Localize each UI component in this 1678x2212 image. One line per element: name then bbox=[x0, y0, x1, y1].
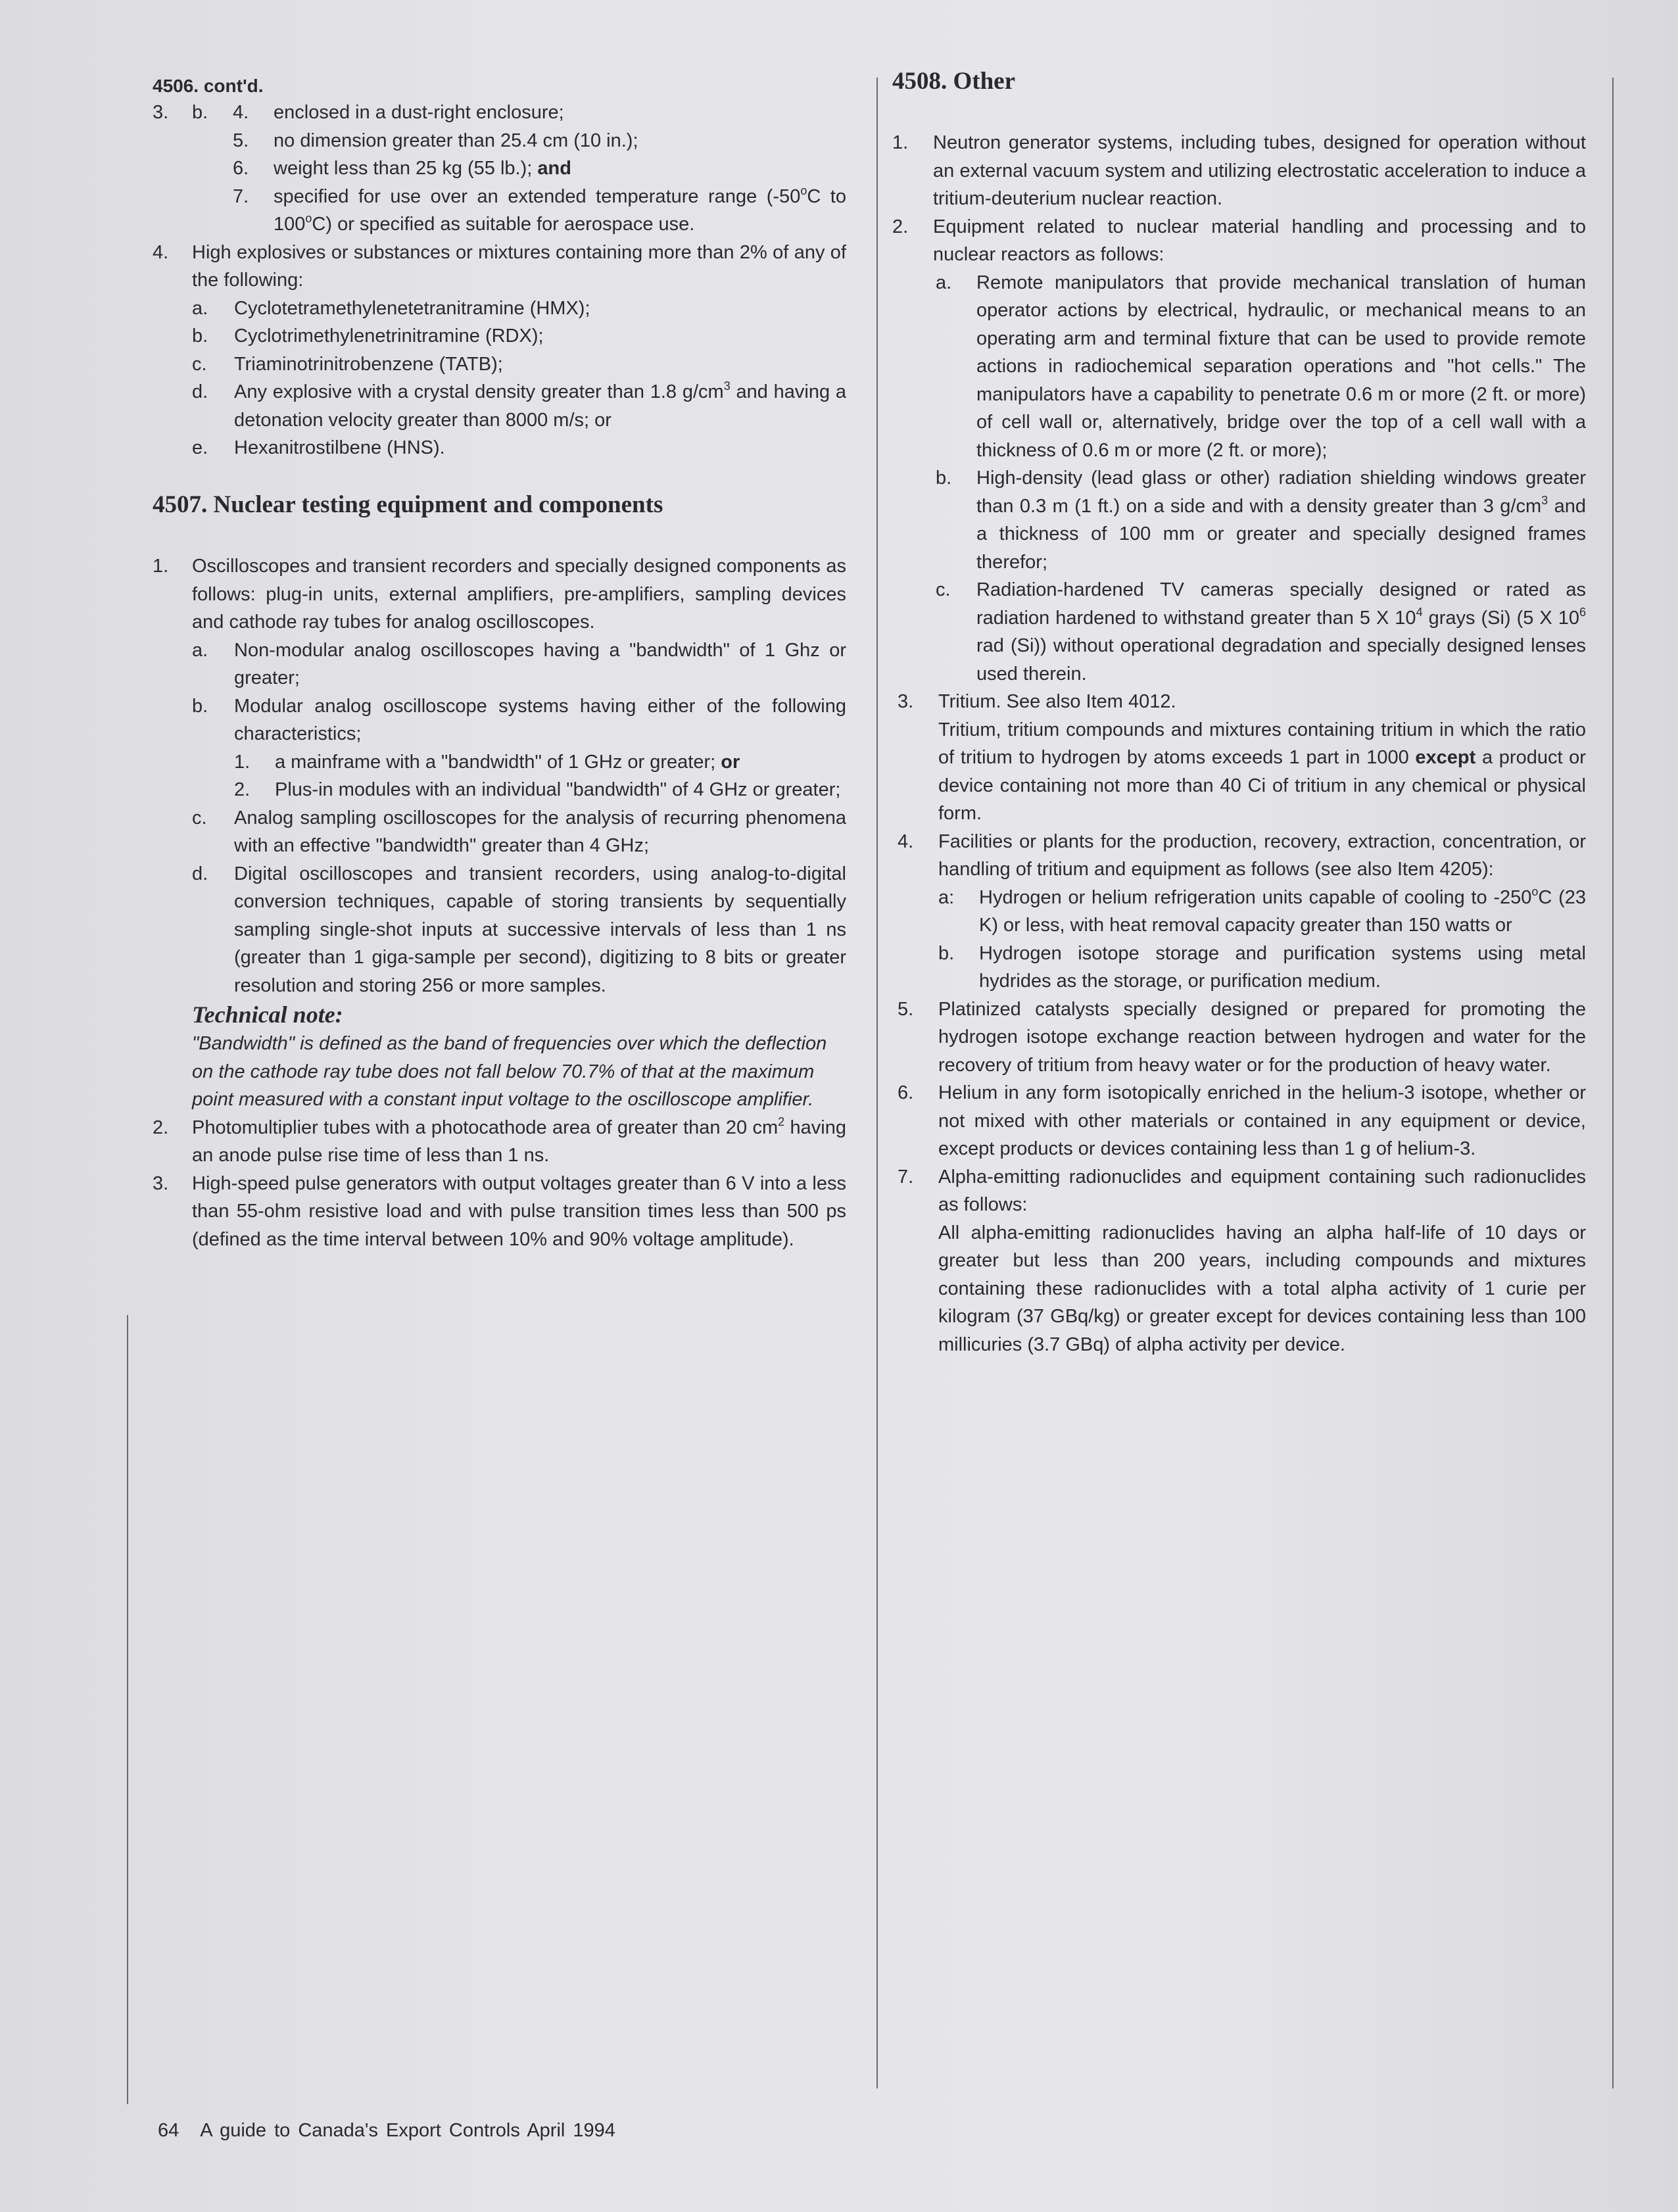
technical-note-title: Technical note: bbox=[192, 1001, 343, 1028]
list-text: High-density (lead glass or other) radiation shielding windows greater than 0.3 m (1 ft.) on a side and with a density greater than 3 g/cm bbox=[976, 468, 1586, 517]
oscilloscopes-sub-a bbox=[153, 637, 846, 692]
list-text: High-speed pulse generators with output voltages greater than 6 V into a less than 55-ohm resistive load and with pulse transition times less than 500 ps (defined as the time interval between 10% and 90% voltage amplitude). bbox=[192, 1172, 846, 1250]
list-text: Radiation-hardened TV cameras specially designed or rated as radiation hardened to withstand greater than 5 X 10 bbox=[976, 579, 1586, 629]
list-text: Tritium, tritium compounds and mixtures containing tritium in which the ratio of tritium to hydrogen by atoms exceeds 1 part in 1000 bbox=[938, 719, 1586, 768]
list-text: no dimension greater than 25.4 cm (10 in.); bbox=[274, 130, 638, 151]
list-marker: a. bbox=[936, 272, 952, 293]
bold-or: or bbox=[721, 751, 740, 773]
list-marker: 5. bbox=[233, 130, 249, 151]
list-text: specified for use over an extended temperature range (-50 bbox=[274, 185, 801, 207]
superscript: 3 bbox=[723, 379, 731, 393]
superscript: o bbox=[1531, 884, 1539, 898]
list-text: Helium in any form isotopically enriched in the helium-3 isotope, whether or not mixed with other materials or contained in any equipment or device, except products or devices containing less than 1 g of helium-3. bbox=[938, 1082, 1586, 1159]
list-text: Cyclotrimethylenetrinitramine (RDX); bbox=[234, 325, 544, 347]
list-marker: 4. bbox=[233, 102, 249, 123]
explosives-sub-c bbox=[153, 350, 846, 379]
oscilloscopes-sub-d bbox=[153, 860, 846, 1000]
list-marker: 6. bbox=[233, 158, 249, 179]
list-text: Hexanitrostilbene (HNS). bbox=[234, 437, 445, 458]
list-text: enclosed in a dust-right enclosure; bbox=[274, 102, 564, 123]
list-text: Digital oscilloscopes and transient recorders, using analog-to-digital conversion techniques, capable of storing transients by sequentially sampling single-shot inputs at successive intervals of less than 1 ns (greater than 1 giga-sample per second), digitizing to 8 bits or greater resolution and storing 256 or more samples. bbox=[234, 863, 846, 996]
list-marker: b. bbox=[192, 325, 208, 347]
list-text: All alpha-emitting radionuclides having an alpha half-life of 10 days or greater but less than 200 years, including compounds and mixtures containing these radionuclides with a total alpha activity of 1 curie per kilogram (37 GBq/kg) or greater except for devices containing less than 100 millicuries (3.7 GBq) of alpha activity per device. bbox=[938, 1222, 1586, 1355]
list-marker: 1. bbox=[234, 751, 251, 773]
list-marker: c. bbox=[936, 579, 951, 600]
section-4507-list bbox=[153, 552, 846, 1253]
section-title-4507: 4507. Nuclear testing equipment and components bbox=[153, 491, 663, 518]
oscilloscopes-sub-b-1 bbox=[153, 748, 846, 777]
list-marker: b. bbox=[192, 695, 208, 717]
cont-item-5 bbox=[153, 127, 846, 155]
section-4508-list bbox=[892, 129, 1586, 1358]
list-text: Cyclotetramethylenetetranitramine (HMX); bbox=[234, 297, 590, 319]
list-marker: c. bbox=[192, 807, 207, 829]
technical-note-text: "Bandwidth" is defined as the band of frequencies over which the deflection on the cathode ray tube does not fall below 70.7% of that at the maximum point measured with a constant input voltage to the oscilloscope amplifier. bbox=[192, 1033, 827, 1110]
list-text: Hydrogen or helium refrigeration units capable of cooling to -250 bbox=[979, 886, 1532, 908]
list-text: C (23 K) or less, with heat removal capacity greater than 150 watts or bbox=[979, 886, 1586, 936]
list-marker: 3. bbox=[153, 1172, 169, 1194]
explosives-sub-e bbox=[153, 434, 846, 462]
page-footer bbox=[158, 2119, 615, 2142]
superscript: 6 bbox=[1579, 605, 1586, 619]
list-marker: a. bbox=[192, 639, 208, 661]
right-margin-rule bbox=[1612, 78, 1614, 2088]
list-marker: d. bbox=[192, 381, 208, 402]
tritium-facilities-item bbox=[892, 828, 1586, 884]
list-text: Alpha-emitting radionuclides and equipment containing such radionuclides as follows: bbox=[938, 1166, 1586, 1215]
cont-list bbox=[153, 99, 846, 462]
platinized-catalysts-item bbox=[892, 996, 1586, 1080]
left-margin-rule bbox=[127, 1315, 128, 2104]
list-marker: 4. bbox=[153, 241, 169, 263]
explosives-item bbox=[153, 239, 846, 295]
tritium-facilities-sub-b bbox=[892, 940, 1586, 996]
list-text: Triaminotrinitrobenzene (TATB); bbox=[234, 353, 503, 375]
list-text: Remote manipulators that provide mechanical translation of human operator actions by electrical, hydraulic, or mechanical means to an operating arm and terminal fixture that can be used to provide remote actions in radiochemical separation operations and "hot cells." The manipulators have a capability to penetrate 0.6 m or more (2 ft. or more) of cell wall or, alternatively, bridge over the top of a cell wall with a thickness of 0.6 m or more (2 ft. or more); bbox=[976, 272, 1586, 461]
list-marker: b. bbox=[938, 942, 955, 964]
list-text: and a thickness of 100 mm or greater and specially designed frames therefor; bbox=[976, 495, 1586, 573]
list-text: Photomultiplier tubes with a photocathode area of greater than 20 cm bbox=[192, 1117, 779, 1138]
bold-and: and bbox=[537, 158, 571, 179]
explosives-sub-b bbox=[153, 322, 846, 350]
list-text: rad (Si)) without operational degradation and specially designed lenses used therein. bbox=[976, 635, 1586, 685]
superscript: 3 bbox=[1541, 493, 1548, 507]
column-divider-rule bbox=[876, 78, 878, 2088]
cont-marker-3: 3. bbox=[153, 102, 169, 123]
list-text: having an anode pulse rise time of less than 1 ns. bbox=[192, 1117, 846, 1166]
list-marker: 1. bbox=[153, 556, 169, 577]
list-marker: a: bbox=[938, 886, 955, 908]
list-marker: b. bbox=[936, 468, 952, 489]
nuclear-handling-sub-b bbox=[892, 464, 1586, 576]
list-marker: d. bbox=[192, 863, 208, 884]
list-text: Platinized catalysts specially designed or prepared for promoting the hydrogen isotope exchange reaction between hydrogen and water for the recovery of tritium from heavy water or for the production of heavy water. bbox=[938, 998, 1586, 1076]
list-marker: 3. bbox=[898, 691, 914, 712]
list-text: High explosives or substances or mixtures containing more than 2% of any of the following: bbox=[192, 241, 846, 291]
list-text: Modular analog oscilloscope systems having either of the following characteristics; bbox=[234, 695, 846, 744]
list-marker: 4. bbox=[898, 830, 914, 852]
list-marker: 1. bbox=[892, 132, 909, 153]
page-number: 64 bbox=[158, 2120, 180, 2141]
superscript: o bbox=[800, 183, 807, 197]
list-marker: 7. bbox=[898, 1166, 914, 1188]
neutron-generator-item bbox=[892, 129, 1586, 213]
alpha-radionuclides-item bbox=[892, 1163, 1586, 1359]
list-text: and having a detonation velocity greater than 8000 m/s; or bbox=[234, 381, 846, 431]
list-marker: 2. bbox=[153, 1117, 169, 1138]
list-marker: e. bbox=[192, 437, 208, 458]
cont-heading: 4506. cont'd. bbox=[153, 76, 264, 96]
list-marker: c. bbox=[192, 353, 207, 375]
tritium-facilities-sub-a bbox=[892, 884, 1586, 940]
section-title-4508: 4508. Other bbox=[892, 68, 1016, 95]
pulse-generators-item bbox=[153, 1170, 846, 1254]
list-text: Hydrogen isotope storage and purification systems using metal hydrides as the storage, or purification medium. bbox=[979, 942, 1586, 992]
list-marker: 2. bbox=[234, 779, 251, 800]
footer-title: A guide to Canada's Export Controls April 1994 bbox=[200, 2120, 615, 2141]
list-text: Analog sampling oscilloscopes for the analysis of recurring phenomena with an effective "bandwidth" greater than 4 GHz; bbox=[234, 807, 846, 856]
list-text: grays (Si) (5 X 10 bbox=[1422, 607, 1579, 629]
superscript: 2 bbox=[778, 1115, 785, 1128]
nuclear-handling-sub-a bbox=[892, 269, 1586, 465]
list-text: Neutron generator systems, including tubes, designed for operation without an external vacuum system and utilizing electrostatic acceleration to induce a tritium-deuterium nuclear reaction. bbox=[933, 132, 1586, 209]
list-marker: 7. bbox=[233, 185, 249, 207]
bold-except: except bbox=[1415, 747, 1476, 768]
explosives-sub-a bbox=[153, 295, 846, 323]
list-text: Oscilloscopes and transient recorders and specially designed components as follows: plug-in units, external amplifiers, pre-amplifiers, sampling devices and cathode ray tubes for analog oscilloscopes. bbox=[192, 556, 846, 633]
cont-marker-b: b. bbox=[192, 102, 208, 123]
list-text: Non-modular analog oscilloscopes having a "bandwidth" of 1 Ghz or greater; bbox=[234, 639, 846, 688]
cont-item-6 bbox=[153, 155, 846, 183]
nuclear-handling-item bbox=[892, 213, 1586, 269]
tritium-item bbox=[892, 688, 1586, 828]
list-text: Equipment related to nuclear material handling and processing and to nuclear reactors as follows: bbox=[933, 216, 1586, 265]
list-text: Tritium. See also Item 4012. bbox=[938, 691, 1176, 712]
oscilloscopes-sub-b bbox=[153, 692, 846, 748]
list-text: Plus-in modules with an individual "bandwidth" of 4 GHz or greater; bbox=[275, 779, 841, 800]
list-text: weight less than 25 kg (55 lb.); bbox=[274, 158, 533, 179]
cont-item-4 bbox=[153, 99, 846, 127]
superscript: o bbox=[305, 212, 312, 225]
list-text: C) or specified as suitable for aerospace use. bbox=[312, 214, 695, 235]
list-marker: 5. bbox=[898, 998, 914, 1020]
list-text: a mainframe with a "bandwidth" of 1 GHz or greater; bbox=[275, 751, 716, 773]
list-text: a product or device containing not more than 40 Ci of tritium in any chemical or physical form. bbox=[938, 747, 1586, 824]
list-text: C to 100 bbox=[274, 185, 846, 235]
oscilloscopes-sub-c bbox=[153, 804, 846, 860]
explosives-sub-d bbox=[153, 378, 846, 434]
list-marker: 6. bbox=[898, 1082, 914, 1103]
photomultiplier-item bbox=[153, 1114, 846, 1170]
cont-item-7 bbox=[153, 183, 846, 239]
oscilloscopes-sub-b-2 bbox=[153, 776, 846, 804]
nuclear-handling-sub-c bbox=[892, 576, 1586, 688]
list-text: Facilities or plants for the production, recovery, extraction, concentration, or handling of tritium and equipment as follows (see also Item 4205): bbox=[938, 830, 1586, 880]
list-text: Any explosive with a crystal density greater than 1.8 g/cm bbox=[234, 381, 724, 402]
superscript: 4 bbox=[1416, 605, 1423, 619]
oscilloscopes-item bbox=[153, 552, 846, 637]
list-marker: 2. bbox=[892, 216, 909, 237]
helium-3-item bbox=[892, 1079, 1586, 1163]
list-marker: a. bbox=[192, 297, 208, 319]
